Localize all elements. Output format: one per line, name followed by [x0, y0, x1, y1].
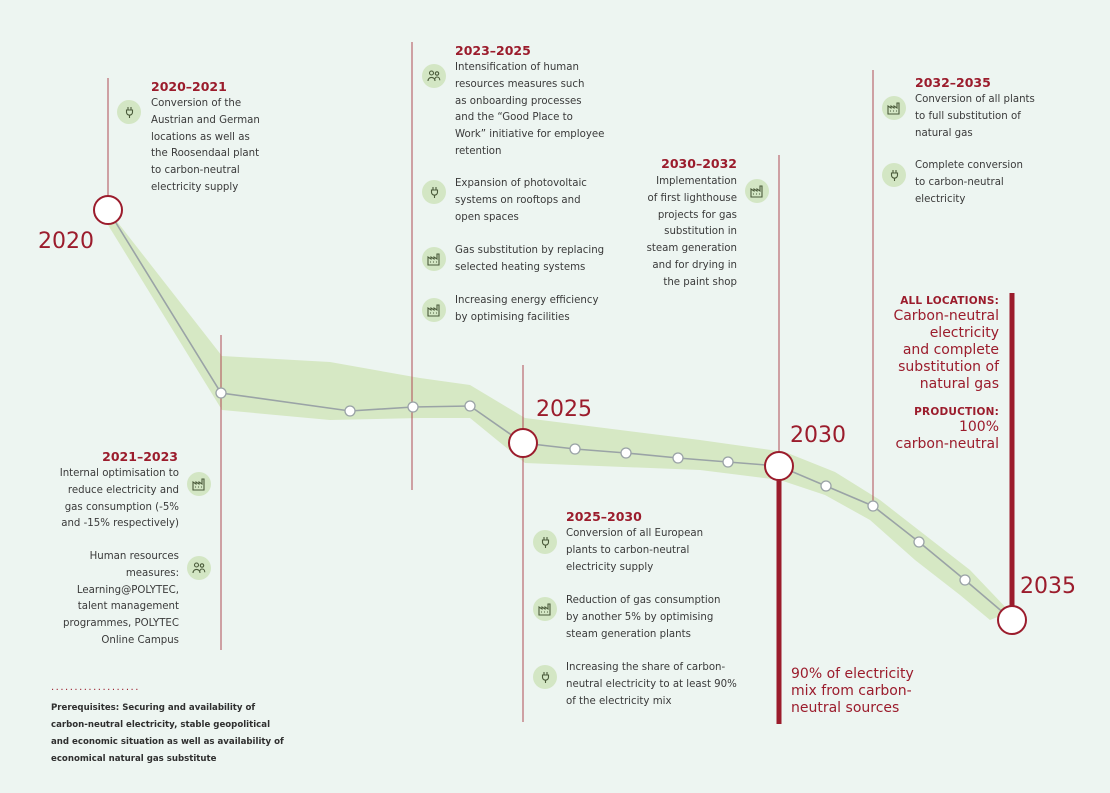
phase-text: Internal optimisation to reduce electricity and gas consumption (-5% and -15% respectively) — [59, 468, 179, 530]
factory-icon — [187, 472, 211, 496]
phase-text: Conversion of all plants to full substitution of natural gas — [915, 94, 1035, 139]
phase-title-2020-2021: 2020–2021 — [151, 79, 227, 94]
production-label: PRODUCTION: — [914, 406, 999, 418]
people-icon — [422, 64, 446, 88]
factory-icon — [882, 96, 906, 120]
plug-icon — [533, 530, 557, 554]
goal-2035-block — [870, 294, 999, 453]
phase-title-2025-2030: 2025–2030 — [566, 509, 642, 524]
plug-icon — [117, 100, 141, 124]
phase-text: Reduction of gas consumption by another 5% by optimising steam generation plants — [566, 595, 721, 640]
node — [673, 453, 683, 463]
production-text: 100% carbon-neutral — [895, 419, 999, 452]
people-icon — [187, 556, 211, 580]
year-node-2035 — [998, 606, 1026, 634]
node — [621, 448, 631, 458]
node — [345, 406, 355, 416]
year-label-2020: 2020 — [38, 229, 94, 254]
node — [960, 575, 970, 585]
phase-title-2021-2023: 2021–2023 — [102, 449, 178, 464]
node — [821, 481, 831, 491]
year-node-2025 — [509, 429, 537, 457]
phase-title-2023-2025: 2023–2025 — [455, 43, 531, 58]
node — [723, 457, 733, 467]
phase-text: Implementation of first lighthouse projects for gas substitution in steam generation and for drying in the paint shop — [646, 176, 737, 288]
phase-text: Increasing the share of carbon- neutral electricity to at least 90% of the electricity mix — [566, 662, 737, 707]
node — [465, 401, 475, 411]
prerequisites-divider: ................... — [51, 682, 140, 693]
phase-title-2030-2032: 2030–2032 — [661, 156, 737, 171]
plug-icon — [882, 163, 906, 187]
goal-2030-text: 90% of electricity mix from carbon- neutral sources — [791, 666, 914, 716]
all-locations-label: ALL LOCATIONS: — [900, 295, 999, 307]
year-label-2030: 2030 — [790, 423, 846, 448]
node — [216, 388, 226, 398]
phase-text: Gas substitution by replacing selected heating systems — [455, 245, 605, 273]
phase-text: Conversion of the Austrian and German locations as well as the Roosendaal plant to carbon-neutral electricity supply — [151, 98, 260, 193]
phase-text: Intensification of human resources measures such as onboarding processes and the “Good Place to Work” initiative for employee retention — [455, 62, 605, 157]
node — [868, 501, 878, 511]
factory-icon — [422, 247, 446, 271]
node — [570, 444, 580, 454]
year-node-2030 — [765, 452, 793, 480]
phase-text: Complete conversion to carbon-neutral electricity — [915, 160, 1023, 205]
factory-icon — [533, 597, 557, 621]
prerequisites-note: Prerequisites: Securing and availability of carbon-neutral electricity, stable geopolitical and economic situation as well as availability of economical natural gas substitute — [51, 703, 284, 764]
year-label-2025: 2025 — [536, 397, 592, 422]
plug-icon — [422, 180, 446, 204]
phase-text: Conversion of all European plants to carbon-neutral electricity supply — [566, 528, 704, 573]
year-label-2035: 2035 — [1020, 574, 1076, 599]
node — [408, 402, 418, 412]
year-node-2020 — [94, 196, 122, 224]
all-locations-text: Carbon-neutral electricity and complete substitution of natural gas — [893, 308, 999, 392]
factory-icon — [422, 298, 446, 322]
phase-text: Expansion of photovoltaic systems on rooftops and open spaces — [455, 178, 587, 223]
phase-text: Human resources measures: Learning@POLYTEC, talent management programmes, POLYTEC Online Campus — [63, 551, 179, 646]
factory-icon — [745, 179, 769, 203]
phase-text: Increasing energy efficiency by optimising facilities — [455, 295, 599, 323]
phase-title-2032-2035: 2032–2035 — [915, 75, 991, 90]
node — [914, 537, 924, 547]
plug-icon — [533, 665, 557, 689]
